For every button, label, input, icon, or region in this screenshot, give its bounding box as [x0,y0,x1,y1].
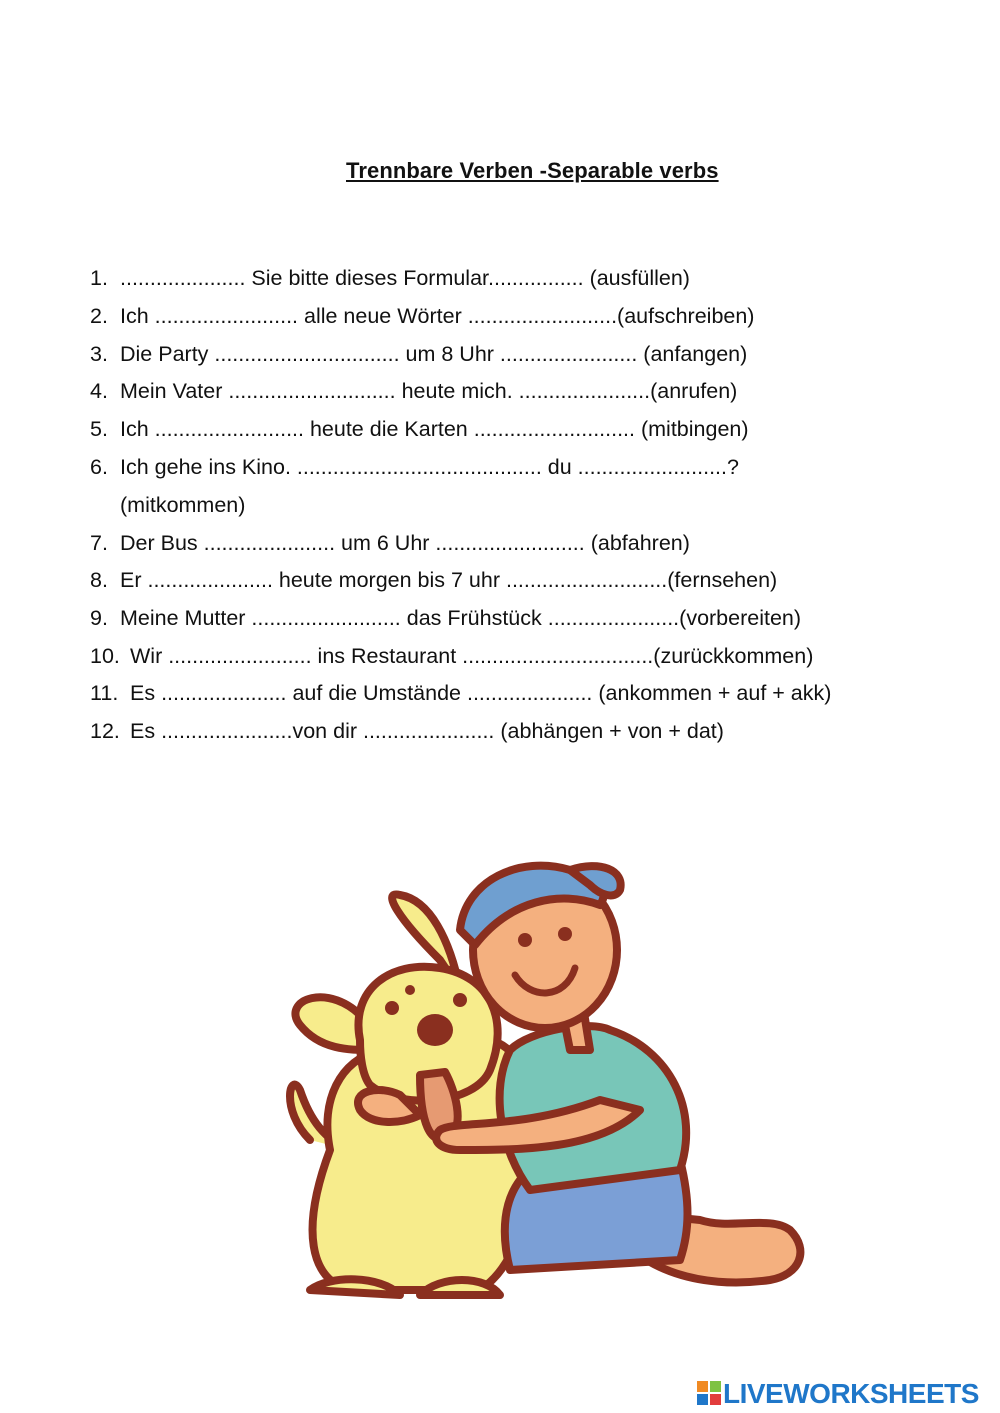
exercise-text: Meine Mutter ......................... das Frühstück ......................(vorbereiten) [120,606,802,630]
exercise-text: Ich gehe ins Kino. ......................................... du .........................? [120,455,739,479]
exercise-item [90,679,831,707]
exercise-number: 11. [90,681,119,705]
exercise-continuation: (mitkommen) [120,493,246,517]
exercise-item [90,566,777,594]
exercise-number: 12. [90,719,120,743]
exercise-item [90,302,754,330]
exercise-text: Mein Vater ............................ heute mich. ......................(anrufen) [120,379,738,403]
exercise-text: Er ..................... heute morgen bis 7 uhr ...........................(fernsehen) [120,568,778,592]
exercise-item [90,529,690,557]
exercise-number: 9. [90,606,108,630]
exercise-number: 5. [90,417,108,441]
exercise-text: Ich ........................ alle neue Wörter .........................(aufschreiben) [120,304,755,328]
exercise-number: 7. [90,531,108,555]
exercise-text: Es ..................... auf die Umstände ..................... (ankommen + auf + akk) [130,681,832,705]
exercise-text: Der Bus ...................... um 6 Uhr ......................... (abfahren) [120,531,690,555]
exercise-number: 2. [90,304,108,328]
dog-nose [417,1014,453,1046]
exercise-item [90,340,747,368]
dog-foot [420,1280,500,1295]
brand-name: LIVEWORKSHEETS [723,1378,979,1409]
exercise-text: ..................... Sie bitte dieses Formular................ (ausfüllen) [120,266,690,290]
boy-eye [558,927,572,941]
exercise-item [90,717,724,745]
boy-eye [518,933,532,947]
exercise-text: Wir ........................ ins Restaurant ................................(zurückkommen) [130,644,814,668]
worksheet-title: Trennbare Verben -Separable verbs [346,158,719,183]
exercise-text: Es ......................von dir ...................... (abhängen + von + dat) [130,719,724,743]
exercise-item [90,264,690,292]
exercise-text: Ich ......................... heute die Karten ........................... (mitbingen) [120,417,749,441]
exercise-item [90,642,813,670]
boy-hugging-dog-illustration [270,850,830,1320]
liveworksheets-logo [697,1377,979,1411]
exercise-number: 3. [90,342,108,366]
dog-eye [385,1001,399,1015]
exercise-number: 6. [90,455,108,479]
exercise-item [90,453,739,481]
exercise-item [90,377,737,405]
exercise-text: Die Party ............................... um 8 Uhr ....................... (anfangen) [120,342,748,366]
exercise-number: 10. [90,644,120,668]
exercise-item [90,604,801,632]
dog-eye [453,993,467,1007]
exercise-number: 4. [90,379,108,403]
exercise-number: 8. [90,568,108,592]
exercise-item [90,415,749,443]
liveworksheets-logo-icon [697,1381,721,1407]
dog-foot [310,1279,400,1295]
exercise-number: 1. [90,266,108,290]
